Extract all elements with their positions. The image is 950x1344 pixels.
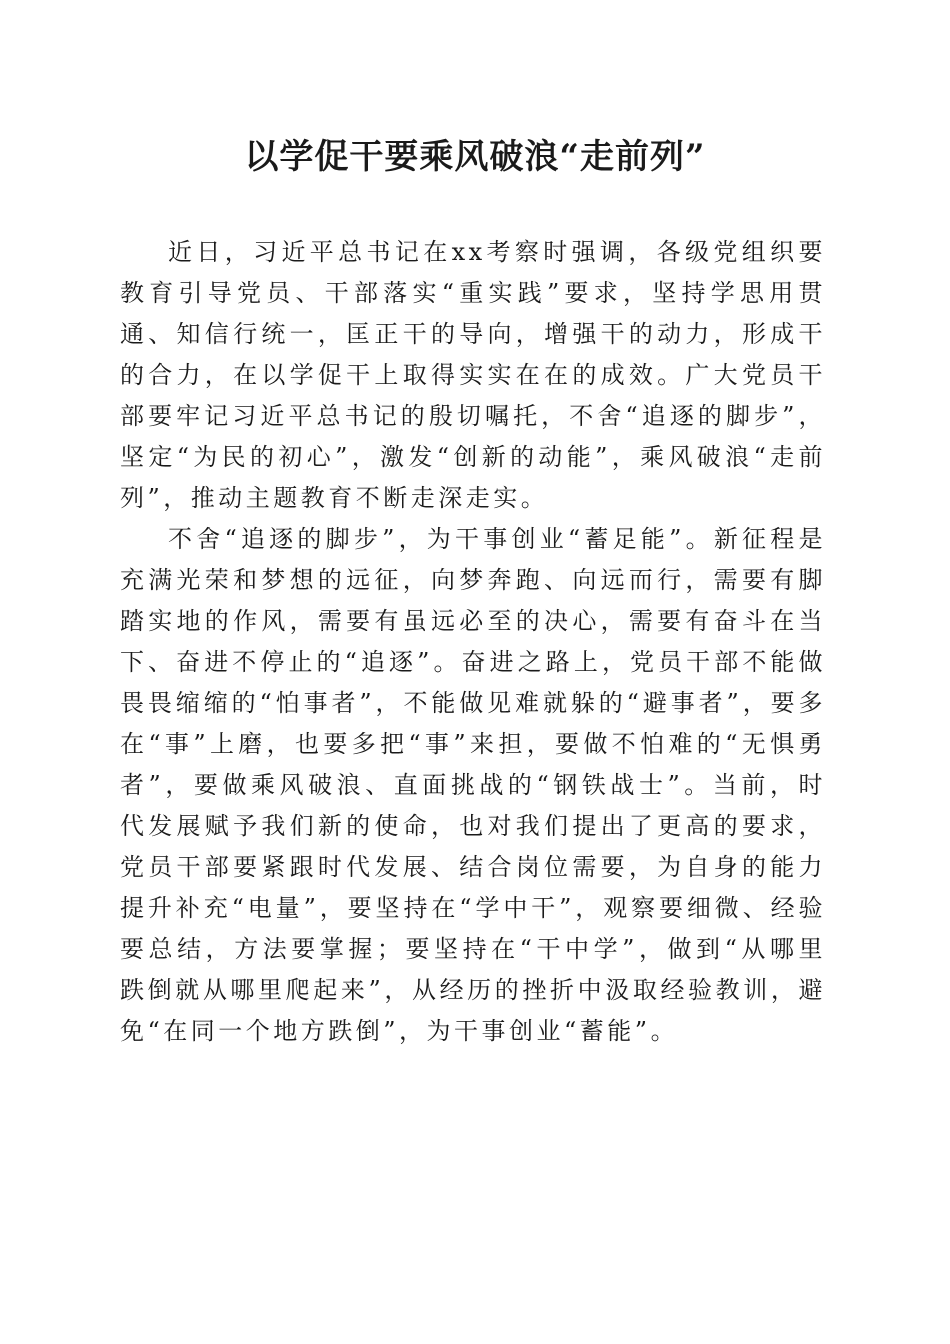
paragraph-intro: 近日，习近平总书记在xx考察时强调，各级党组织要教育引导党员、干部落实“重实践”要求，坚持学思用贯通、知信行统一，匡正干的导向，增强干的动力，形成干的合力，在以学促干上取得实实在在的成效。广大党员干部要牢记习近平总书记的殷切嘱托，不舍“追逐的脚步”，坚定“为民的初心”，激发“创新的动能”，乘风破浪“走前列”，推动主题教育不断走深走实。 [120, 238, 826, 512]
document-body [120, 232, 826, 1052]
paragraph-pursuit: 不舍“追逐的脚步”，为干事创业“蓄足能”。新征程是充满光荣和梦想的远征，向梦奔跑、向远而行，需要有脚踏实地的作风，需要有虽远必至的决心，需要有奋斗在当下、奋进不停止的“追逐”。奋进之路上，党员干部不能做畏畏缩缩的“怕事者”，不能做见难就躲的“避事者”，要多在“事”上磨，也要多把“事”来担，要做不怕难的“无惧勇者”，要做乘风破浪、直面挑战的“钢铁战士”。当前，时代发展赋予我们新的使命，也对我们提出了更高的要求，党员干部要紧跟时代发展、结合岗位需要，为自身的能力提升补充“电量”，要坚持在“学中干”，观察要细微、经验要总结，方法要掌握；要坚持在“干中学”，做到“从哪里跌倒就从哪里爬起来”，从经历的挫折中汲取经验教训，避免“在同一个地方跌倒”，为干事创业“蓄能”。 [120, 525, 826, 1045]
document-title: 以学促干要乘风破浪“走前列” [244, 137, 706, 177]
